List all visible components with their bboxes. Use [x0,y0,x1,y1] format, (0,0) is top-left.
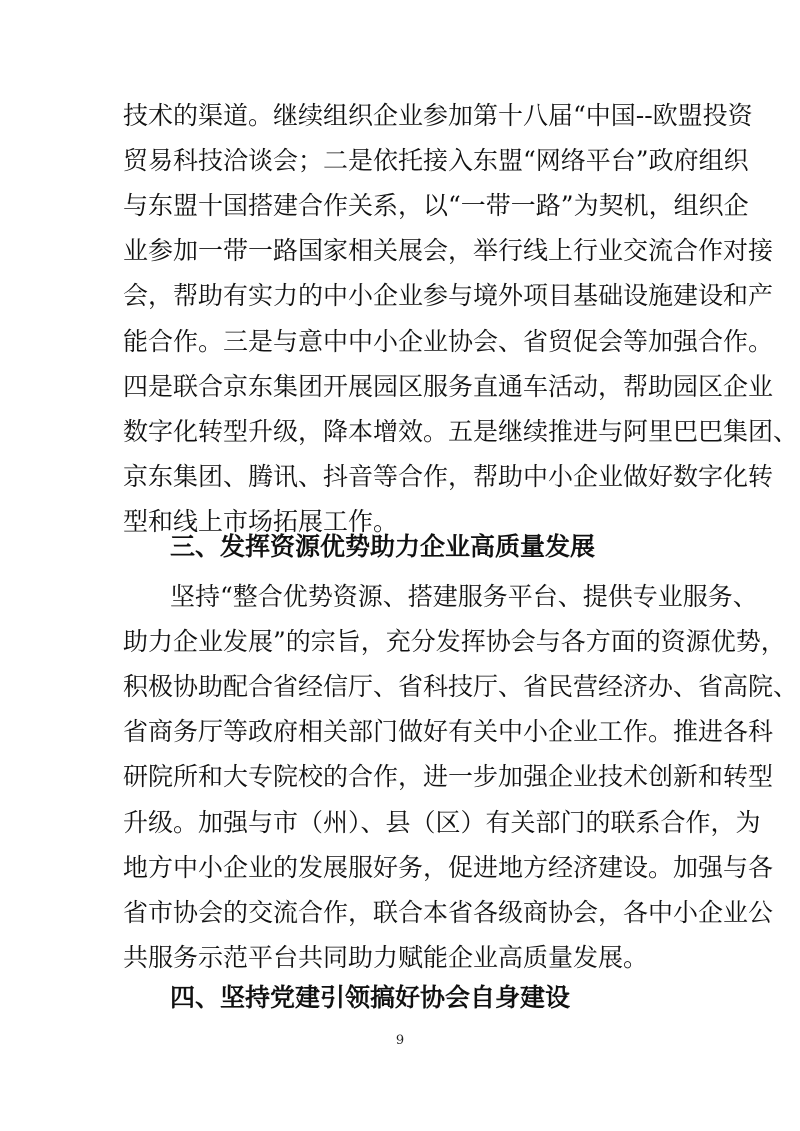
text-line: 业参加一带一路国家相关展会，举行线上行业交流合作对接 [123,236,774,266]
text-line: 与东盟十国搭建合作关系，以“一带一路”为契机，组织企 [123,191,749,221]
text-line: 研院所和大专院校的合作，进一步加强企业技术创新和转型 [123,762,774,792]
text-line: 会，帮助有实力的中小企业参与境外项目基础设施建设和产 [123,281,774,311]
text-line: 助力企业发展”的宗旨，充分发挥协会与各方面的资源优势， [123,627,786,657]
text-line: 省市协会的交流合作，联合本省各级商协会，各中小企业公 [123,897,774,927]
text-line: 型和线上市场拓展工作。 [123,506,399,536]
section-heading-4: 四、坚持党建引领搞好协会自身建设 [170,983,571,1012]
text-line: 技术的渠道。继续组织企业参加第十八届“中国--欧盟投资 [123,101,753,130]
text-line: 数字化转型升级，降本增效。五是继续推进与阿里巴巴集团、 [123,416,799,446]
text-line: 地方中小企业的发展服好务，促进地方经济建设。加强与各 [123,852,774,882]
text-line: 能合作。三是与意中中小企业协会、省贸促会等加强合作。 [123,326,774,356]
text-line: 积极协助配合省经信厅、省科技厅、省民营经济办、省高院、 [123,672,799,702]
text-line: 省商务厅等政府相关部门做好有关中小企业工作。推进各科 [123,717,774,747]
text-line: 四是联合京东集团开展园区服务直通车活动，帮助园区企业 [123,371,774,401]
page-number: 9 [395,1033,405,1048]
section-heading-3: 三、发挥资源优势助力企业高质量发展 [170,532,596,561]
text-line: 贸易科技洽谈会；二是依托接入东盟“网络平台”政府组织 [123,146,749,176]
text-line: 京东集团、腾讯、抖音等合作，帮助中小企业做好数字化转 [123,461,774,491]
text-line: 升级。加强与市（州）、县（区）有关部门的联系合作，为 [123,807,761,837]
text-line: 坚持“整合优势资源、搭建服务平台、提供专业服务、 [170,582,758,611]
text-line: 共服务示范平台共同助力赋能企业高质量发展。 [123,942,649,972]
